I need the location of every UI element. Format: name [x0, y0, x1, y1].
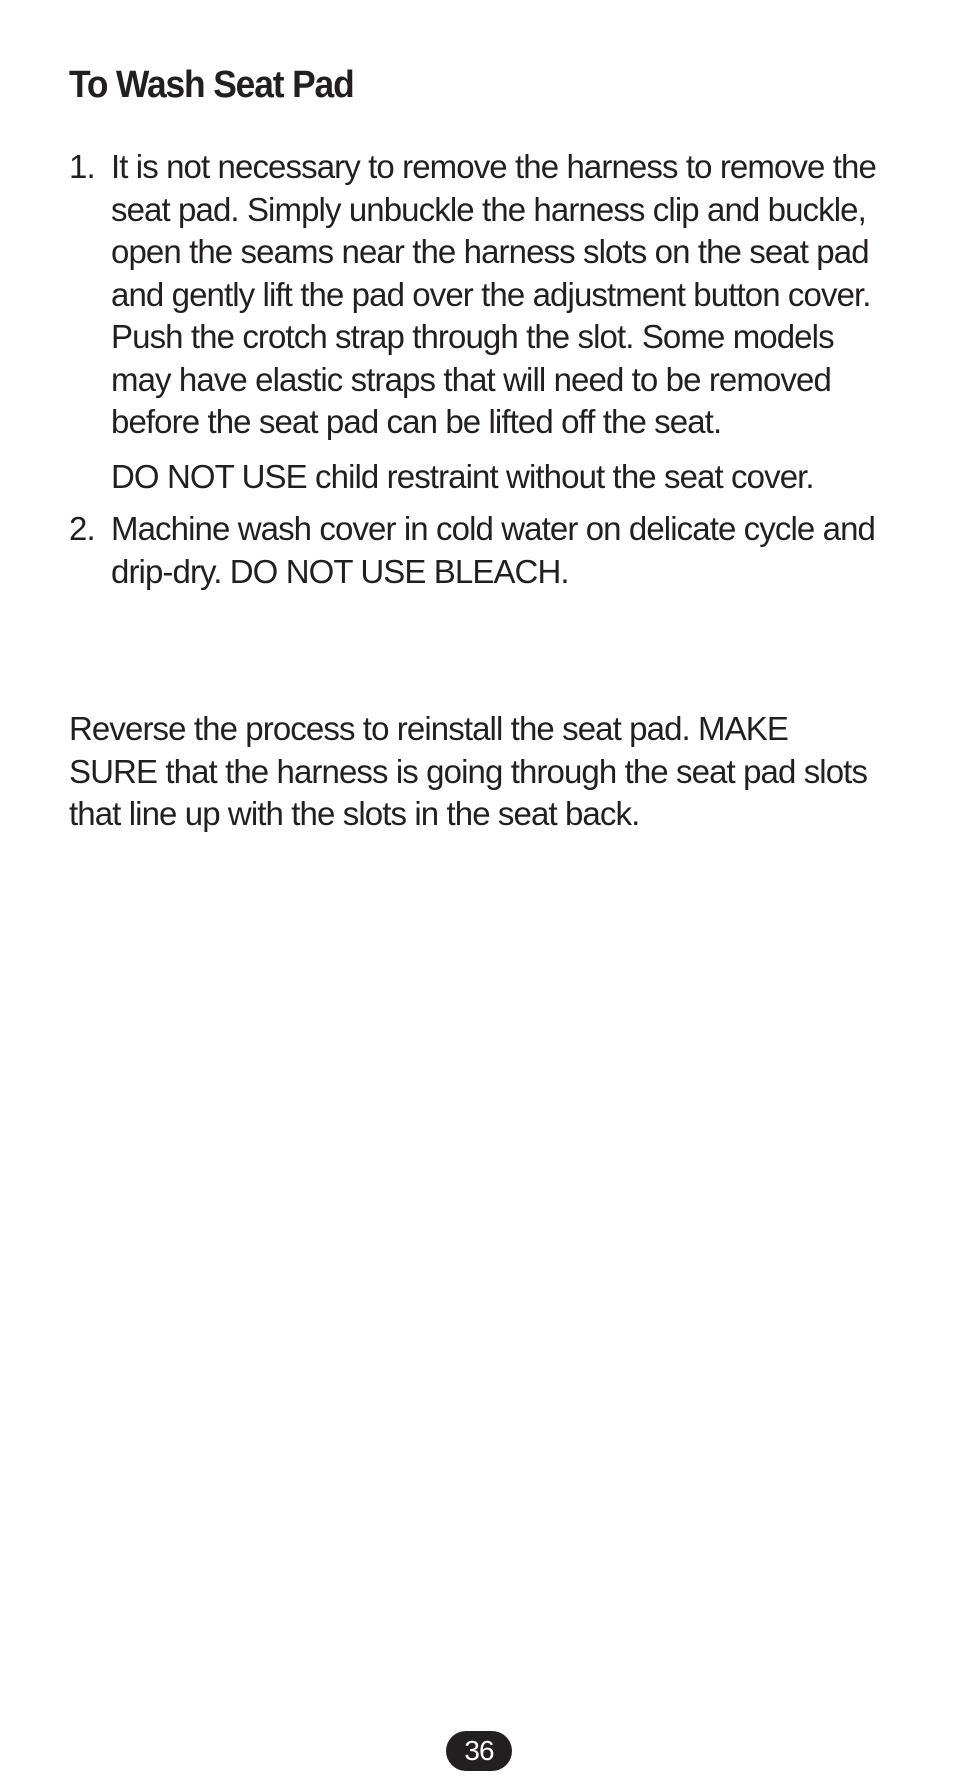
- page-number-badge: 36: [446, 1731, 512, 1771]
- step-2-text: Machine wash cover in cold water on delicate cycle and drip-dry. DO NOT USE BLEACH.: [111, 510, 875, 590]
- step-1-number: 1.: [69, 148, 95, 185]
- step-2-number: 2.: [69, 510, 95, 547]
- wash-steps-list: [69, 146, 889, 593]
- section-title: To Wash Seat Pad: [69, 64, 354, 106]
- list-item-step-1: [69, 146, 889, 498]
- step-1-text: It is not necessary to remove the harness to remove the seat pad. Simply unbuckle the harness clip and buckle, open the seams near the harness slots on the seat pad and gently lift the pad over the adjustment button cover. Push the crotch strap through the slot. Some models may have elastic straps that will need to be removed before the seat pad can be lifted off the seat.: [111, 148, 876, 440]
- step-1-warning-note: DO NOT USE child restraint without the seat cover.: [111, 457, 814, 495]
- list-item-step-2: [69, 508, 889, 593]
- reinstall-paragraph: Reverse the process to reinstall the seat pad. MAKE SURE that the harness is going through the seat pad slots that line up with the slots in the seat back.: [69, 710, 868, 832]
